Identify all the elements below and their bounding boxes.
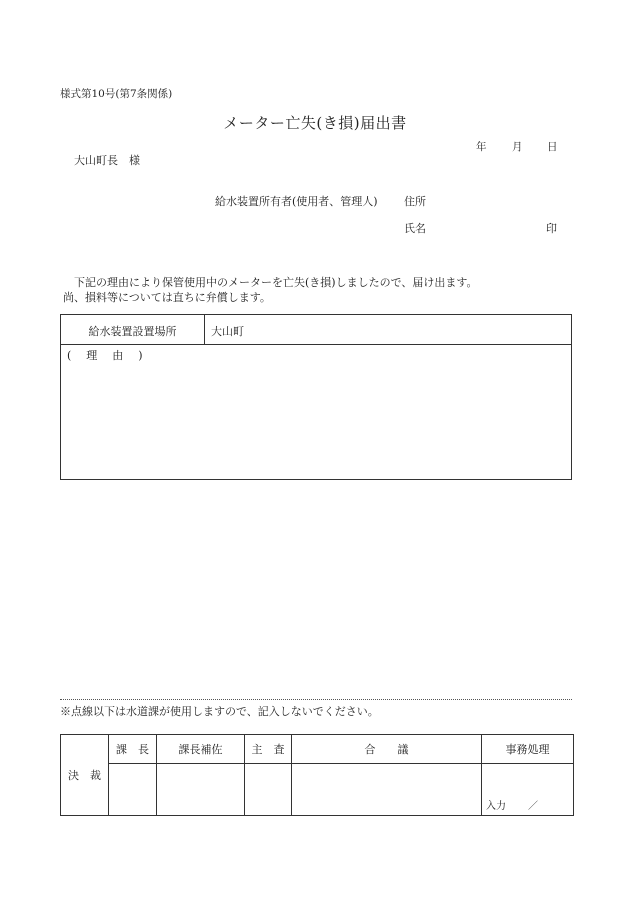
seal-cell-clerical	[482, 764, 574, 816]
form-number: 様式第10号(第7条関係)	[60, 88, 173, 100]
document-title: メーター亡失(き損)届出書	[223, 114, 407, 132]
approval-row-label: 決 裁	[61, 735, 109, 816]
location-value: 大山町	[211, 325, 244, 338]
reason-label: ( 理 由 )	[67, 349, 145, 362]
body-line-1: 下記の理由により保管使用中のメーターを亡失(き損)しましたので、届け出ます。	[74, 276, 478, 289]
address-label: 住所	[404, 195, 426, 208]
dotted-separator	[60, 699, 572, 700]
entry-mark: 入力 ／	[486, 801, 538, 812]
location-row	[61, 315, 571, 345]
location-reason-box	[60, 314, 572, 480]
location-divider	[204, 315, 205, 344]
seal-mark: 印	[546, 222, 557, 235]
seal-cell-deputy-chief	[157, 764, 245, 816]
body-line-2: 尚、損料等については直ちに弁償します。	[63, 291, 271, 304]
date-month: 月	[512, 141, 523, 153]
location-label: 給水装置設置場所	[88, 325, 177, 338]
seal-cell-chief-inspector	[245, 764, 292, 816]
addressee: 大山町長 様	[74, 154, 140, 167]
date-day: 日	[547, 141, 558, 153]
header-chief-inspector: 主 査	[245, 735, 292, 764]
date-year: 年	[476, 141, 487, 153]
seal-cell-section-chief	[109, 764, 157, 816]
applicant-role: 給水装置所有者(使用者、管理人)	[215, 195, 378, 208]
header-deputy-chief: 課長補佐	[157, 735, 245, 764]
header-section-chief: 課 長	[109, 735, 157, 764]
office-use-notice: ※点線以下は水道課が使用しますので、記入しないでください。	[60, 705, 379, 718]
seal-cell-consultation	[292, 764, 482, 816]
header-clerical: 事務処理	[482, 735, 574, 764]
header-consultation: 合 議	[292, 735, 482, 764]
approval-table	[60, 734, 574, 816]
name-label: 氏名	[404, 222, 426, 235]
